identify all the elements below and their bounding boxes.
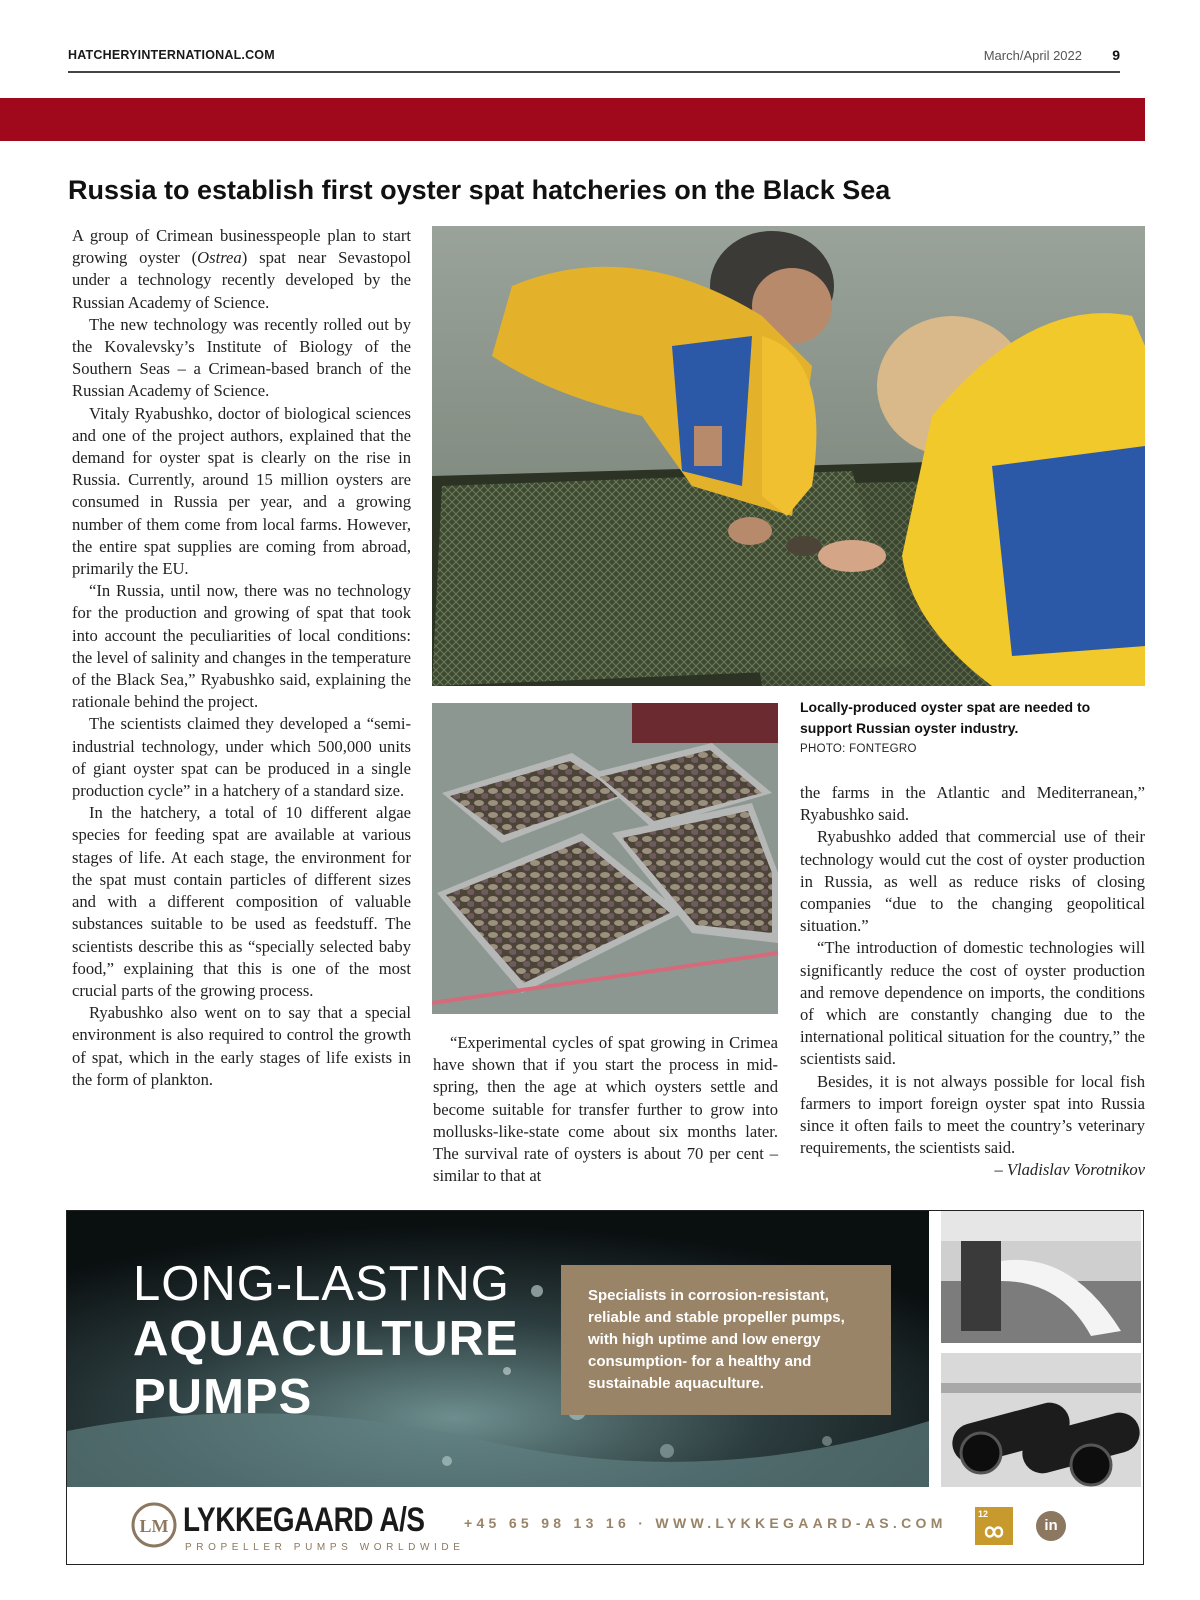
caption-text: Locally-produced oyster spat are needed to support Russian oyster industry. (800, 699, 1091, 736)
byline: – Vladislav Vorotnikov (994, 1160, 1145, 1180)
ad-title-line-2: AQUACULTURE (133, 1312, 519, 1366)
ad-description-box (561, 1265, 891, 1415)
article-column-2 (433, 1032, 778, 1187)
paragraph: Ryabushko also went on to say that a special environment is also required to control the growth of spat, which in the early stages of life exists in the form of plankton. (72, 1003, 411, 1089)
section-color-band (0, 98, 1145, 141)
paragraph: “Experimental cycles of spat growing in Crimea have shown that if you start the process in mid-spring, then the age at which oysters settle and become suitable for transfer further to grow into mollusks-like-state come about six months later. The survival rate of oysters is about 70 per cent – similar to that at (433, 1033, 778, 1186)
paragraph: “In Russia, until now, there was no technology for the production and growing of spat that took into account the peculiarities of local conditions: the level of salinity and changes in the temperature of the Black Sea,” Ryabushko said, explaining the rationale behind the project. (72, 581, 411, 712)
pumps-illustration (941, 1353, 1141, 1487)
sdg-number: 12 (978, 1509, 989, 1519)
lykkegaard-advertisement[interactable] (66, 1210, 1144, 1565)
svg-text:LM: LM (139, 1516, 169, 1536)
photo-caption (800, 697, 1140, 755)
ad-description-text: Specialists in corrosion-resistant, reliable and stable propeller pumps, with high uptime and low energy consumption- for a healthy and sustainable aquaculture. (588, 1287, 845, 1392)
brand-name: LYKKEGAARD A/S (183, 1501, 425, 1539)
lykkegaard-logo-icon (131, 1502, 177, 1548)
paragraph: the farms in the Atlantic and Mediterranean,” Ryabushko said. (800, 783, 1145, 825)
paragraph: The scientists claimed they developed a “semi-industrial technology, under which 500,000 units of giant oyster spat can be produced in a single production cycle” in a hatchery of a standard size. (72, 714, 411, 801)
ad-title-line-1: LONG-LASTING (133, 1257, 510, 1311)
main-photo-oyster-inspection (432, 226, 1145, 686)
site-url: HATCHERYINTERNATIONAL.COM (68, 48, 275, 62)
article-column-3 (800, 782, 1145, 1182)
issue-date: March/April 2022 (983, 48, 1082, 63)
ad-footer (67, 1487, 1143, 1564)
brand-tagline: PROPELLER PUMPS WORLDWIDE (185, 1542, 465, 1553)
sdg-12-badge (975, 1507, 1013, 1545)
linkedin-icon[interactable]: in (1036, 1511, 1066, 1541)
paragraph: Besides, it is not always possible for local fish farmers to import foreign oyster spat into Russia since it often fails to meet the country’s veterinary requirements, the scientists said. (800, 1071, 1145, 1158)
pump-discharge-photo (941, 1211, 1141, 1343)
paragraph: A group of Crimean businesspeople plan to start growing oyster (Ostrea) spat near Sevastopol under a technology recently developed by the Russian Academy of Science. (72, 226, 411, 312)
photo-credit: PHOTO: FONTEGRO (800, 743, 917, 755)
paragraph: Vitaly Ryabushko, doctor of biological sciences and one of the project authors, explained that the demand for oyster spat is clearly on the rise in Russia. Currently, around 15 million oysters are consumed in Russia per year, and a growing number of them come from local farms. However, the entire spat supplies are coming from abroad, primarily the EU. (72, 403, 411, 579)
paragraph: Ryabushko added that commercial use of their technology would cut the cost of oyster production in Russia, as well as reduce risks of closing companies “due to the changing geopolitical situation.” (800, 827, 1145, 936)
article-column-1 (72, 225, 411, 1091)
paragraph: In the hatchery, a total of 10 different algae species for feeding spat are available at various stages of life. At each stage, the environment for the spat must contain particles of different sizes and with a different composition of valuable substances suitable to be used as feedstuff. The scientists describe this as “specially selected baby food,” explaining that this is one of the most crucial parts of the growing process. (72, 803, 411, 1000)
article-headline: Russia to establish first oyster spat hatcheries on the Black Sea (68, 175, 891, 205)
ad-contact-info[interactable]: +45 65 98 13 16 · WWW.LYKKEGAARD-AS.COM (464, 1515, 947, 1531)
page-number: 9 (1112, 47, 1120, 63)
oyster-crates-photo (432, 703, 778, 1014)
pump-water-illustration (941, 1211, 1141, 1343)
ad-title-line-3: PUMPS (133, 1370, 313, 1424)
paragraph: The new technology was recently rolled out by the Kovalevsky’s Institute of Biology of the Southern Seas – a Crimean-based branch of the Russian Academy of Science. (72, 314, 411, 401)
paragraph: “The introduction of domestic technologies will significantly reduce the cost of oyster production and remove dependence on imports, the conditions of which are constantly changing due to the international political situation for the country,” the scientists said. (800, 938, 1145, 1069)
header-rule (68, 71, 1120, 73)
ad-hero-panel (67, 1211, 929, 1487)
oyster-crates-illustration (432, 703, 778, 1014)
infinity-icon (975, 1507, 1013, 1545)
oyster-inspection-illustration (432, 226, 1145, 686)
propeller-pumps-photo (941, 1353, 1141, 1487)
